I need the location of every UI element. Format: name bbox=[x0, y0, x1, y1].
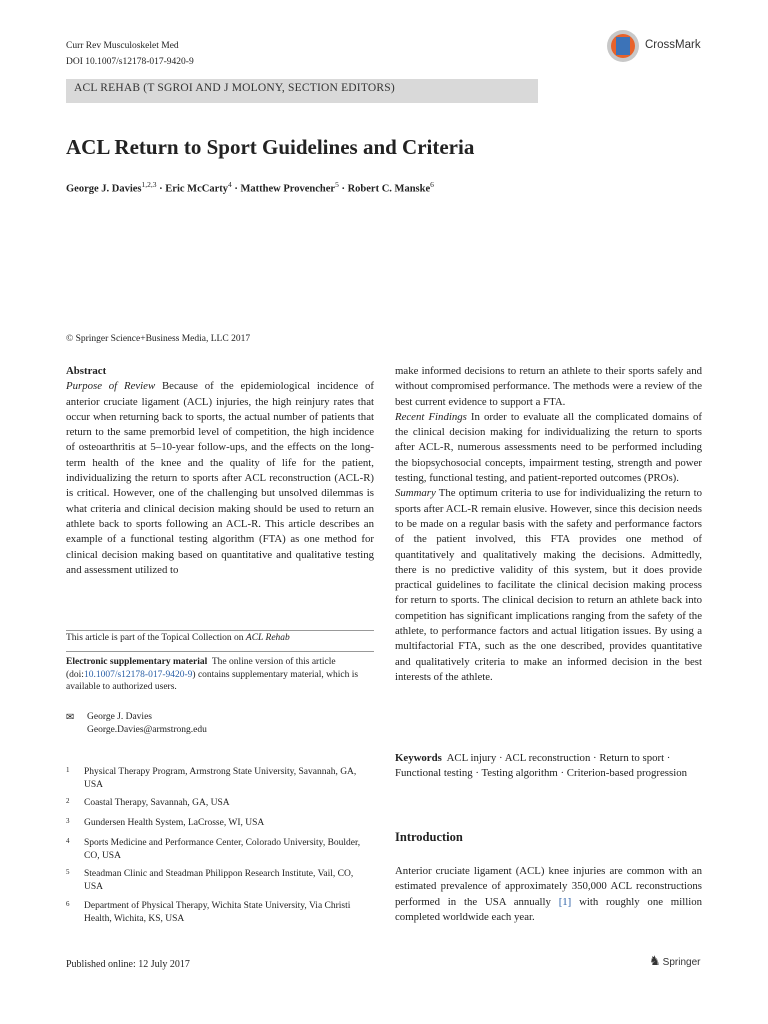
crossmark-label: CrossMark bbox=[645, 39, 701, 51]
springer-logo bbox=[649, 953, 700, 969]
author-name: Matthew Provencher bbox=[240, 183, 336, 195]
author-list: George J. Davies$^{1,2,3}$ · Eric McCarty$^4$ · Matthew Provencher$^5$ · Robert C. Manske$^6$ bbox=[66, 180, 434, 195]
abstract-left-column bbox=[66, 364, 374, 578]
divider bbox=[66, 651, 374, 652]
article-title: ACL Return to Sport Guidelines and Criteria bbox=[66, 135, 475, 159]
springer-horse-icon: ♞ bbox=[649, 953, 661, 968]
crossmark-icon bbox=[607, 30, 639, 62]
topical-collection-note: This article is part of the Topical Collection on ACL Rehab bbox=[66, 633, 290, 643]
reference-link[interactable]: [1] bbox=[558, 895, 572, 908]
purpose-label: Purpose of Review bbox=[66, 380, 156, 393]
section-label: ACL REHAB (T SGROI AND J MOLONY, SECTION EDITORS) bbox=[74, 82, 395, 94]
author-affiliation-sup: 5 bbox=[335, 180, 339, 189]
keywords: Keywords ACL injury · ACL reconstruction · Return to sport · Functional testing · Testing algorithm · Criterion-based progression bbox=[395, 752, 688, 780]
section-banner bbox=[66, 79, 538, 103]
doi: DOI 10.1007/s12178-017-9420-9 bbox=[66, 57, 194, 67]
author-affiliation-sup: 6 bbox=[430, 180, 434, 189]
keywords-label: Keywords bbox=[395, 752, 442, 764]
introduction-heading: Introduction bbox=[395, 830, 463, 844]
journal-name: Curr Rev Musculoskelet Med bbox=[66, 41, 179, 51]
summary-label: Summary bbox=[395, 487, 436, 500]
abstract-summary: Summary The optimum criteria to use for individualizing the return to sports after ACL-R remain elusive. However, since this decision needs to be made on a regular basis with the safety and performance factors of the patient involved, this FTA provides one method of quantitatively and qualitatively making the decisions. Admittedly, there is no predictive validity of this system, but it does provide practical guidelines to facilitate the clinical decision making process for return to sports. The clinical decision to return an athlete back into competition has significant implications ranging from the safety of the athlete, to performance factors and actual litigation issues. By using a multifactorial FTA, such as the one described, provides quantitative and qualitatively criteria to make an informed decision in the best interests of the athlete. bbox=[395, 487, 702, 683]
author-affiliation-sup: 4 bbox=[227, 180, 232, 189]
introduction-text: Anterior cruciate ligament (ACL) knee injuries are common with an estimated prevalence of approximately 350,000 ACL reconstructions performed in the USA annually [1] with roughly one million completed worldwide each year. bbox=[395, 865, 702, 923]
divider bbox=[66, 630, 374, 631]
corresponding-author: George J. Davies bbox=[87, 712, 152, 722]
published-date: Published online: 12 July 2017 bbox=[66, 959, 190, 970]
author-name: Robert C. Manske bbox=[347, 183, 431, 195]
abstract-heading: Abstract bbox=[66, 365, 107, 377]
findings-label: Recent Findings bbox=[395, 410, 467, 423]
author-name: Eric McCarty bbox=[165, 183, 228, 195]
author-email[interactable]: George.Davies@armstrong.edu bbox=[87, 725, 207, 735]
publisher-name: Springer bbox=[662, 957, 701, 968]
envelope-icon: ✉ bbox=[66, 712, 75, 723]
crossmark-badge[interactable] bbox=[607, 30, 719, 66]
abstract-right-column bbox=[395, 364, 702, 685]
doi-link[interactable]: 10.1007/s12178-017-9420-9 bbox=[83, 669, 193, 680]
abstract-purpose-continued: make informed decisions to return an athlete to their sports safely and without compromised performance. The methods were a review of the best current evidence to support a FTA. bbox=[395, 365, 702, 408]
abstract-purpose: Purpose of Review Because of the epidemiological incidence of anterior cruciate ligament (ACL) injuries, the high reinjury rates that occur when returning back to sports, the actual number of patients that return to the same premorbid level of competition, the high incidence of osteoarthritis at 5–10-year follow-ups, and the effects on the long-term health of the knee and the quality of life for the patient, individualizing the return to sports after ACL reconstruction (ACL-R) is critical. However, one of the challenging but unsolved dilemmas is what criteria and clinical decision making should be used to return an athlete back to sports following an ACL-R. This article describes an example of a functional testing algorithm (FTA) as one method for clinical decision making based on quantitative and qualitative testing and assessment utilized to bbox=[66, 380, 374, 576]
supplementary-note: Electronic supplementary material The online version of this article (doi:10.1007/s12178-017-9420-9) contains supplementary material, which is available to authorized users. bbox=[66, 657, 359, 692]
author-affiliation-sup: 1,2,3 bbox=[141, 180, 157, 189]
copyright-line: © Springer Science+Business Media, LLC 2017 bbox=[66, 334, 251, 344]
author-name: George J. Davies bbox=[66, 183, 142, 195]
abstract-findings: Recent Findings In order to evaluate all the complicated domains of the clinical decision making for individualizing the return to sports after ACL-R, numerous assessments need to be performed including the biopsychosocial concepts, impairment testing, strength and power testing, functional testing, and patient-reported outcomes (PROs). bbox=[395, 410, 702, 485]
